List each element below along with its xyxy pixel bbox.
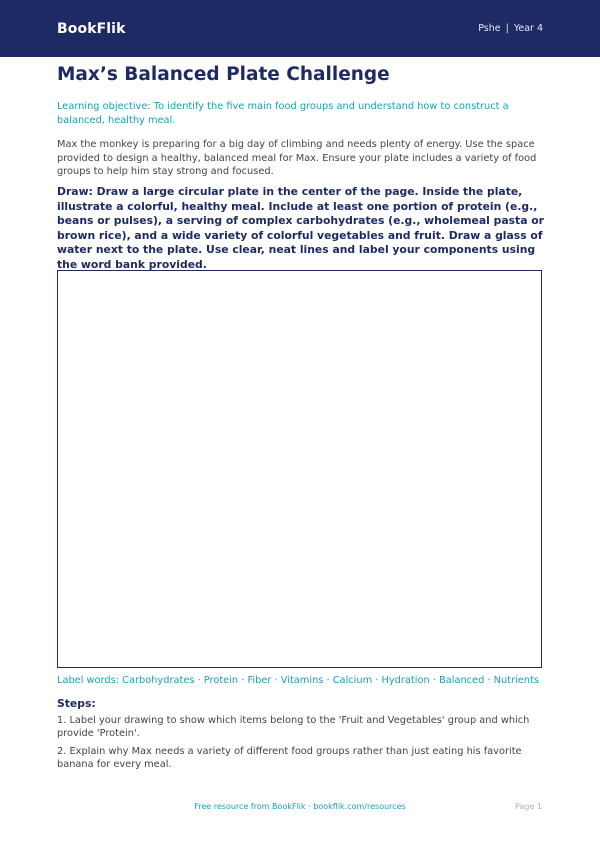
learning-objective: Learning objective: To identify the five main food groups and understand how to construct a balanced, healthy meal.: [57, 101, 509, 126]
drawing-area[interactable]: [57, 270, 542, 668]
brand-logo-text: BookFlik: [57, 20, 126, 37]
page-number: Page 1: [515, 802, 542, 811]
meta-separator: |: [505, 23, 509, 34]
steps-heading: Steps:: [57, 697, 96, 710]
steps-list: [57, 714, 547, 776]
year-label: Year 4: [513, 23, 543, 34]
intro-paragraph: Max the monkey is preparing for a big day of climbing and needs plenty of energy. Use the space provided to design a healthy, balanced meal for Max. Ensure your plate includes a variety of food groups to help him stay strong and focused.: [57, 139, 537, 178]
step-item: 1. Label your drawing to show which items belong to the 'Fruit and Vegetables' group and which provide 'Protein'.: [57, 715, 530, 740]
word-bank: Label words: Carbohydrates · Protein · Fiber · Vitamins · Calcium · Hydration · Balanced · Nutrients: [57, 675, 539, 686]
subject-year-label: [478, 23, 543, 34]
footer-source-link[interactable]: Free resource from BookFlik · bookflik.com/resources: [194, 802, 406, 811]
page-title: Max’s Balanced Plate Challenge: [57, 64, 390, 85]
step-item: 2. Explain why Max needs a variety of different food groups rather than just eating his favorite banana for every meal.: [57, 745, 522, 771]
draw-instruction: Draw: Draw a large circular plate in the center of the page. Inside the plate, illustrate a colorful, healthy meal. Include at least one portion of protein (e.g., beans or pulses), a serving of complex carbohydrates (e.g., wholemeal pasta or brown rice), and a wide variety of colorful vegetables and fruit. Draw a glass of water next to the plate. Use clear, neat lines and label your components using the word bank provided.: [57, 185, 544, 271]
page-header: [0, 0, 600, 57]
subject-label: Pshe: [478, 23, 501, 34]
